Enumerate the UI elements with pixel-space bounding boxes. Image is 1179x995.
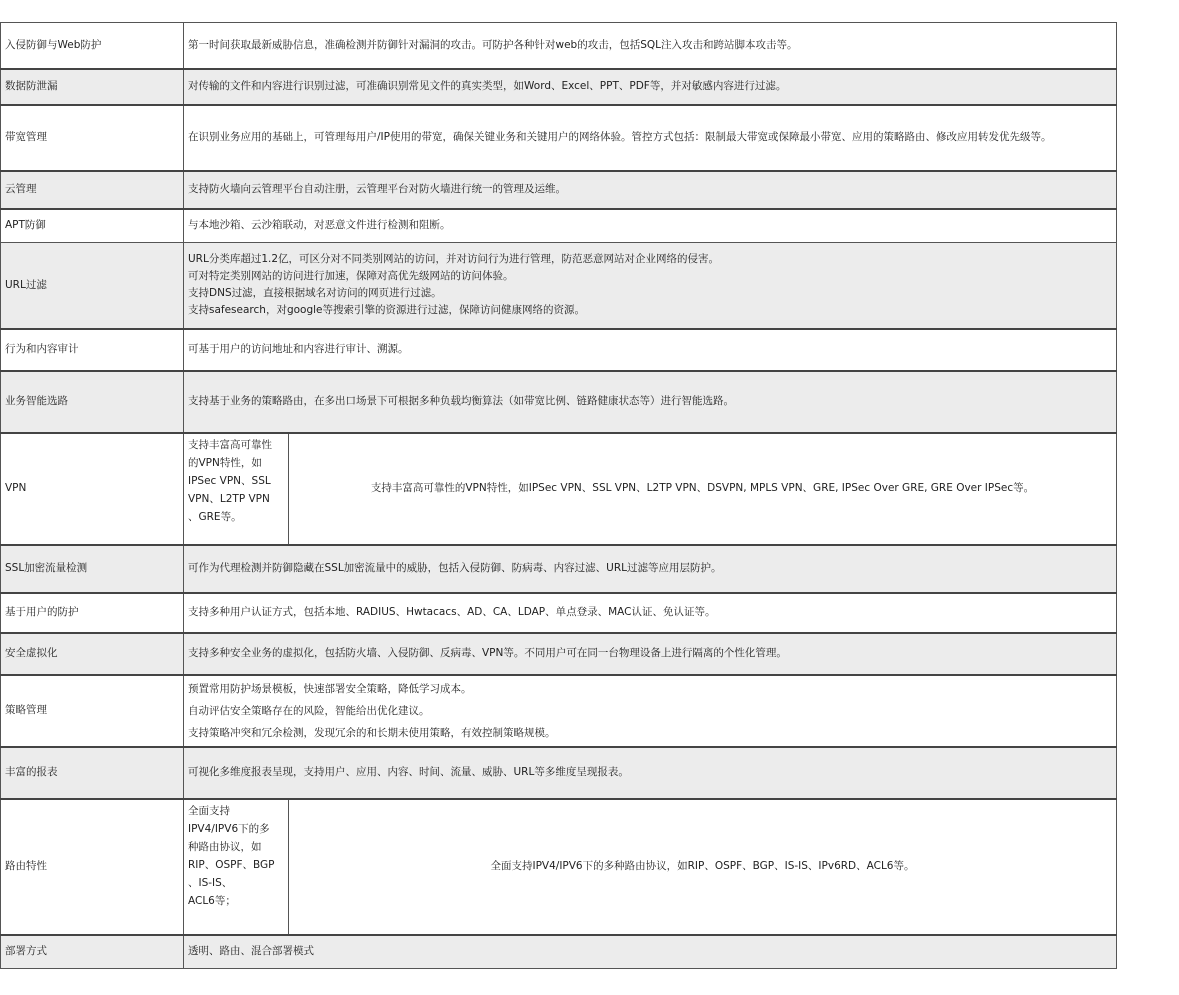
table-row	[1, 171, 1117, 209]
feature-name: 业务智能选路	[1, 371, 184, 433]
summary-line: 、GRE等。	[188, 510, 242, 523]
vpn-summary-cell	[184, 434, 289, 544]
table-row	[1, 633, 1117, 675]
feature-name: SSL加密流量检测	[1, 545, 184, 593]
feature-description	[184, 799, 1117, 935]
summary-line: 的VPN特性，如	[188, 456, 262, 469]
table-row	[1, 243, 1117, 329]
summary-line: 、IS-IS、	[188, 876, 233, 889]
feature-description	[184, 433, 1117, 545]
feature-description: 支持防火墙向云管理平台自动注册，云管理平台对防火墙进行统一的管理及运维。	[184, 171, 1117, 209]
table-row	[1, 23, 1117, 69]
summary-line: IPV4/IPV6下的多	[188, 822, 270, 835]
feature-description: 对传输的文件和内容进行识别过滤，可准确识别常见文件的真实类型，如Word、Excel、PPT、PDF等，并对敏感内容进行过滤。	[184, 69, 1117, 105]
summary-line: 全面支持	[188, 804, 230, 817]
feature-name: 安全虚拟化	[1, 633, 184, 675]
feature-spec-table	[0, 22, 1117, 969]
feature-name: 数据防泄漏	[1, 69, 184, 105]
table-row	[1, 935, 1117, 969]
table-row	[1, 747, 1117, 799]
description-line: 预置常用防护场景模板，快速部署安全策略，降低学习成本。	[188, 682, 472, 695]
feature-name: 带宽管理	[1, 105, 184, 171]
feature-description: 支持多种用户认证方式，包括本地、RADIUS、Hwtacacs、AD、CA、LDAP、单点登录、MAC认证、免认证等。	[184, 593, 1117, 633]
feature-description: 第一时间获取最新威胁信息，准确检测并防御针对漏洞的攻击。可防护各种针对web的攻击，包括SQL注入攻击和跨站脚本攻击等。	[184, 23, 1117, 69]
table-row	[1, 433, 1117, 545]
table-row	[1, 209, 1117, 243]
table-row	[1, 371, 1117, 433]
feature-description	[184, 675, 1117, 747]
routing-summary-cell	[184, 800, 289, 934]
table-row	[1, 545, 1117, 593]
routing-detail-cell: 全面支持IPV4/IPV6下的多种路由协议，如RIP、OSPF、BGP、IS-IS、IPv6RD、ACL6等。	[490, 860, 915, 872]
summary-line: 支持丰富高可靠性	[188, 438, 272, 451]
summary-line: IPSec VPN、SSL	[188, 474, 271, 487]
description-line: 支持safesearch，对google等搜索引擎的资源进行过滤，保障访问健康网络的资源。	[188, 304, 585, 317]
feature-name: 部署方式	[1, 935, 184, 969]
description-line: URL分类库超过1.2亿，可区分对不同类别网站的访问，并对访问行为进行管理，防范恶意网站对企业网络的侵害。	[188, 253, 720, 266]
feature-description: 可视化多维度报表呈现，支持用户、应用、内容、时间、流量、威胁、URL等多维度呈现报表。	[184, 747, 1117, 799]
description-line: 自动评估安全策略存在的风险，智能给出优化建议。	[188, 704, 430, 717]
feature-name: URL过滤	[1, 243, 184, 329]
description-line: 支持策略冲突和冗余检测，发现冗余的和长期未使用策略，有效控制策略规模。	[188, 726, 556, 739]
feature-description: 可基于用户的访问地址和内容进行审计、溯源。	[184, 329, 1117, 371]
table-row	[1, 593, 1117, 633]
table-row	[1, 675, 1117, 747]
feature-name: VPN	[1, 433, 184, 545]
table-row	[1, 69, 1117, 105]
summary-line: ACL6等；	[188, 894, 236, 907]
summary-line: 种路由协议，如	[188, 840, 262, 853]
feature-description: 支持多种安全业务的虚拟化，包括防火墙、入侵防御、反病毒、VPN等。不同用户可在同一台物理设备上进行隔离的个性化管理。	[184, 633, 1117, 675]
description-line: 可对特定类别网站的访问进行加速，保障对高优先级网站的访问体验。	[188, 270, 514, 283]
summary-line: RIP、OSPF、BGP	[188, 858, 275, 871]
feature-name: 入侵防御与Web防护	[1, 23, 184, 69]
feature-name: 行为和内容审计	[1, 329, 184, 371]
feature-name: 策略管理	[1, 675, 184, 747]
summary-line: VPN、L2TP VPN	[188, 492, 270, 505]
description-line: 支持DNS过滤，直接根据域名对访问的网页进行过滤。	[188, 287, 442, 300]
feature-description: 在识别业务应用的基础上，可管理每用户/IP使用的带宽，确保关键业务和关键用户的网络体验。管控方式包括：限制最大带宽或保障最小带宽、应用的策略路由、修改应用转发优先级等。	[184, 105, 1117, 171]
feature-name: 云管理	[1, 171, 184, 209]
feature-description: 与本地沙箱、云沙箱联动，对恶意文件进行检测和阻断。	[184, 209, 1117, 243]
table-row	[1, 105, 1117, 171]
feature-name: APT防御	[1, 209, 184, 243]
table-row	[1, 799, 1117, 935]
vpn-detail-cell: 支持丰富高可靠性的VPN特性，如IPSec VPN、SSL VPN、L2TP VPN、DSVPN, MPLS VPN、GRE, IPSec Over GRE, GRE Over IPSec等。	[370, 482, 1035, 494]
feature-description: 可作为代理检测并防御隐藏在SSL加密流量中的威胁，包括入侵防御、防病毒、内容过滤、URL过滤等应用层防护。	[184, 545, 1117, 593]
feature-description: 支持基于业务的策略路由，在多出口场景下可根据多种负载均衡算法（如带宽比例、链路健康状态等）进行智能选路。	[184, 371, 1117, 433]
table-row	[1, 329, 1117, 371]
feature-name: 丰富的报表	[1, 747, 184, 799]
feature-name: 基于用户的防护	[1, 593, 184, 633]
feature-description: 透明、路由、混合部署模式	[184, 935, 1117, 969]
feature-description	[184, 243, 1117, 329]
feature-name: 路由特性	[1, 799, 184, 935]
